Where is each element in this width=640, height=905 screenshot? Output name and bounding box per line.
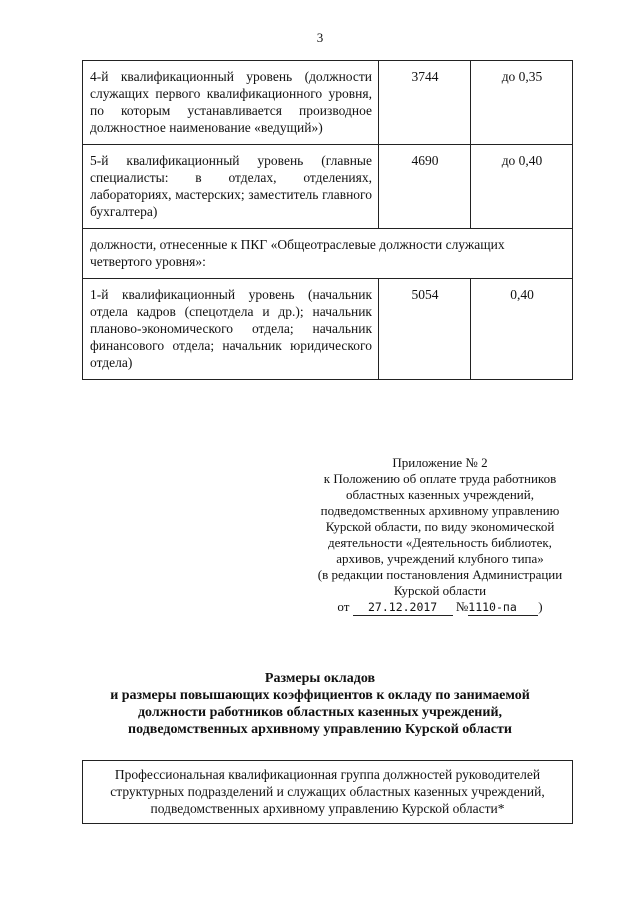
page-number: 3: [316, 30, 324, 45]
appendix-line: подведомственных архивному управлению: [320, 503, 560, 518]
appendix-line: (в редакции постановления Администрации: [317, 567, 563, 582]
table-row: [83, 61, 573, 145]
appendix-line: Курской области: [393, 583, 487, 598]
coefficient-cell: до 0,35: [471, 61, 573, 145]
heading-line: должности работников областных казенных учреждений,: [137, 705, 503, 720]
description-cell: 4-й квалификационный уровень (должности служащих первого квалификационного уровня, по которым устанавливается производное должностное наименование «ведущий»): [83, 61, 379, 145]
appendix-line: к Положению об оплате труда работников: [323, 471, 557, 486]
appendix-line: деятельности «Деятельность библиотек,: [328, 535, 552, 550]
salary-table-body: [83, 61, 573, 380]
heading-line: подведомственных архивному управлению Курской области: [128, 722, 512, 737]
table-row: [83, 145, 573, 229]
appendix-line: областных казенных учреждений,: [346, 487, 534, 502]
appendix-block: [290, 455, 590, 616]
from-label: от: [337, 599, 350, 614]
qualification-group-box: Профессиональная квалификационная группа должностей руководителей структурных подразделений и служащих областных казенных учреждений, подведомственных архивному управлению Курской области*: [82, 760, 573, 824]
heading-line: Размеры окладов: [264, 671, 376, 686]
appendix-signature-line: [290, 599, 590, 616]
appendix-line: архивов, учреждений клубного типа»: [336, 551, 544, 566]
salary-cell: 3744: [379, 61, 471, 145]
section-heading: [70, 670, 570, 738]
table-row: [83, 279, 573, 380]
salary-cell: 5054: [379, 279, 471, 380]
close-paren: ): [538, 599, 543, 614]
heading-line: и размеры повышающих коэффициентов к окладу по занимаемой: [110, 688, 530, 703]
coefficient-cell: до 0,40: [471, 145, 573, 229]
description-cell: 5-й квалификационный уровень (главные специалисты: в отделах, отделениях, лабораториях, мастерских; заместитель главного бухгалтера): [83, 145, 379, 229]
table-group-row: [83, 229, 573, 279]
appendix-title: Приложение № 2: [392, 455, 488, 470]
resolution-number: 1110-па: [468, 599, 538, 616]
salary-table: [82, 60, 573, 380]
group-description-cell: должности, отнесенные к ПКГ «Общеотраслевые должности служащих четвертого уровня»:: [83, 229, 573, 279]
salary-cell: 4690: [379, 145, 471, 229]
coefficient-cell: 0,40: [471, 279, 573, 380]
description-cell: 1-й квалификационный уровень (начальник отдела кадров (спецотдела и др.); начальник планово-экономического отдела; начальник финансового отдела; начальник юридического отдела): [83, 279, 379, 380]
appendix-line: Курской области, по виду экономической: [325, 519, 555, 534]
resolution-date: 27.12.2017: [353, 599, 453, 616]
number-label: №: [455, 599, 469, 614]
